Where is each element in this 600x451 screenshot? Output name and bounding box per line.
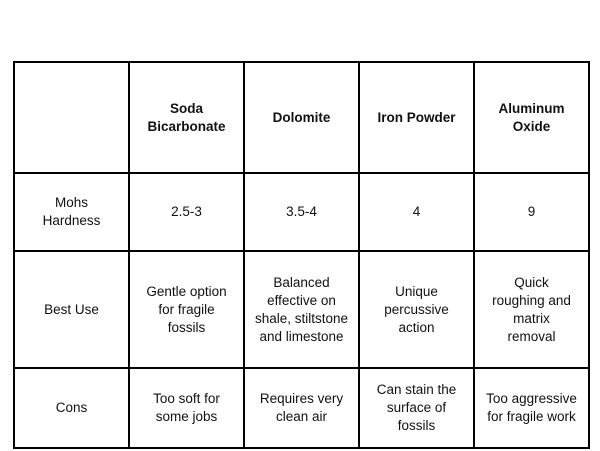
header-cell-dolomite: Dolomite [244, 62, 359, 173]
table-row [14, 173, 589, 251]
table-row [14, 251, 589, 368]
header-empty-cell [14, 62, 129, 173]
table-cell: Can stain the surface of fossils [359, 368, 474, 448]
table-cell: Too aggressive for fragile work [474, 368, 589, 448]
table-row [14, 368, 589, 448]
table-cell: 2.5-3 [129, 173, 244, 251]
table-cell: 4 [359, 173, 474, 251]
row-label-best-use: Best Use [14, 251, 129, 368]
table-cell: 9 [474, 173, 589, 251]
header-cell-aluminum-oxide: Aluminum Oxide [474, 62, 589, 173]
table-cell: Too soft for some jobs [129, 368, 244, 448]
table-cell: Balanced effective on shale, stiltstone and limestone [244, 251, 359, 368]
table-cell: 3.5-4 [244, 173, 359, 251]
row-label-mohs-hardness: Mohs Hardness [14, 173, 129, 251]
table-cell: Requires very clean air [244, 368, 359, 448]
table-cell: Unique percussive action [359, 251, 474, 368]
header-cell-soda-bicarbonate: Soda Bicarbonate [129, 62, 244, 173]
table-cell: Quick roughing and matrix removal [474, 251, 589, 368]
row-label-cons: Cons [14, 368, 129, 448]
header-row [14, 62, 589, 173]
comparison-table [13, 61, 590, 449]
table-cell: Gentle option for fragile fossils [129, 251, 244, 368]
header-cell-iron-powder: Iron Powder [359, 62, 474, 173]
